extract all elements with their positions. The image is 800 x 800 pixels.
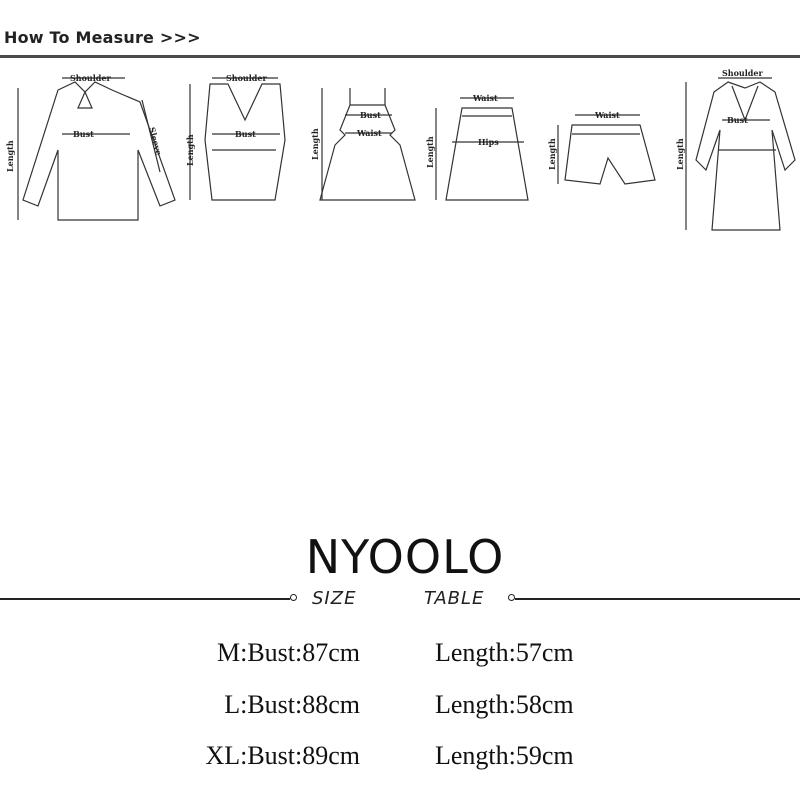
blouse-length-label: Length	[5, 140, 15, 172]
table-title: TABLE	[424, 588, 485, 609]
tank-top-figure	[190, 78, 285, 200]
figure-labels	[5, 68, 763, 172]
tank-shoulder-label: Shoulder	[226, 73, 267, 83]
measurement-figures	[0, 60, 800, 240]
size-bust-cell: M:Bust:87cm	[216, 638, 360, 667]
dress-length-label: Length	[310, 128, 320, 160]
size-row-xl	[0, 741, 800, 775]
size-bust-cell: XL:Bust:89cm	[205, 741, 360, 770]
how-to-measure-title: How To Measure >>>	[4, 28, 201, 47]
left-divider-ring	[290, 594, 297, 601]
dress-waist-label: Waist	[357, 128, 382, 138]
length-cell: Length:57cm	[435, 638, 574, 667]
dress-bust-label: Bust	[360, 110, 381, 120]
coat-length-label: Length	[675, 138, 685, 170]
shorts-figure	[558, 115, 655, 184]
length-cell: Length:59cm	[435, 741, 574, 770]
blouse-sleeve-label: Sleeve	[147, 125, 165, 157]
size-bust-cell: L:Bust:88cm	[224, 690, 360, 719]
shorts-length-label: Length	[547, 138, 557, 170]
how-to-measure-header	[0, 28, 800, 58]
skirt-length-label: Length	[425, 136, 435, 168]
size-title: SIZE	[312, 588, 357, 609]
blouse-shoulder-label: Shoulder	[70, 73, 111, 83]
coat-shoulder-label: Shoulder	[722, 68, 763, 78]
skirt-figure	[436, 98, 528, 200]
header-divider	[0, 55, 800, 58]
brand-name: NYOOLO	[305, 530, 505, 584]
garment-illustrations	[0, 60, 800, 240]
blouse-bust-label: Bust	[73, 129, 94, 139]
size-table-title-row	[0, 588, 800, 612]
size-row-m	[0, 638, 800, 672]
right-divider-line	[515, 598, 800, 600]
tank-bust-label: Bust	[235, 129, 256, 139]
coat-figure	[686, 78, 795, 230]
strap-dress-figure	[320, 88, 415, 200]
coat-bust-label: Bust	[727, 115, 748, 125]
right-divider-ring	[508, 594, 515, 601]
skirt-waist-label: Waist	[473, 93, 498, 103]
length-cell: Length:58cm	[435, 690, 574, 719]
tank-length-label: Length	[185, 134, 195, 166]
shorts-waist-label: Waist	[595, 110, 620, 120]
left-divider-line	[0, 598, 290, 600]
blouse-figure	[18, 78, 175, 220]
size-row-l	[0, 690, 800, 724]
skirt-hips-label: Hips	[478, 137, 499, 147]
